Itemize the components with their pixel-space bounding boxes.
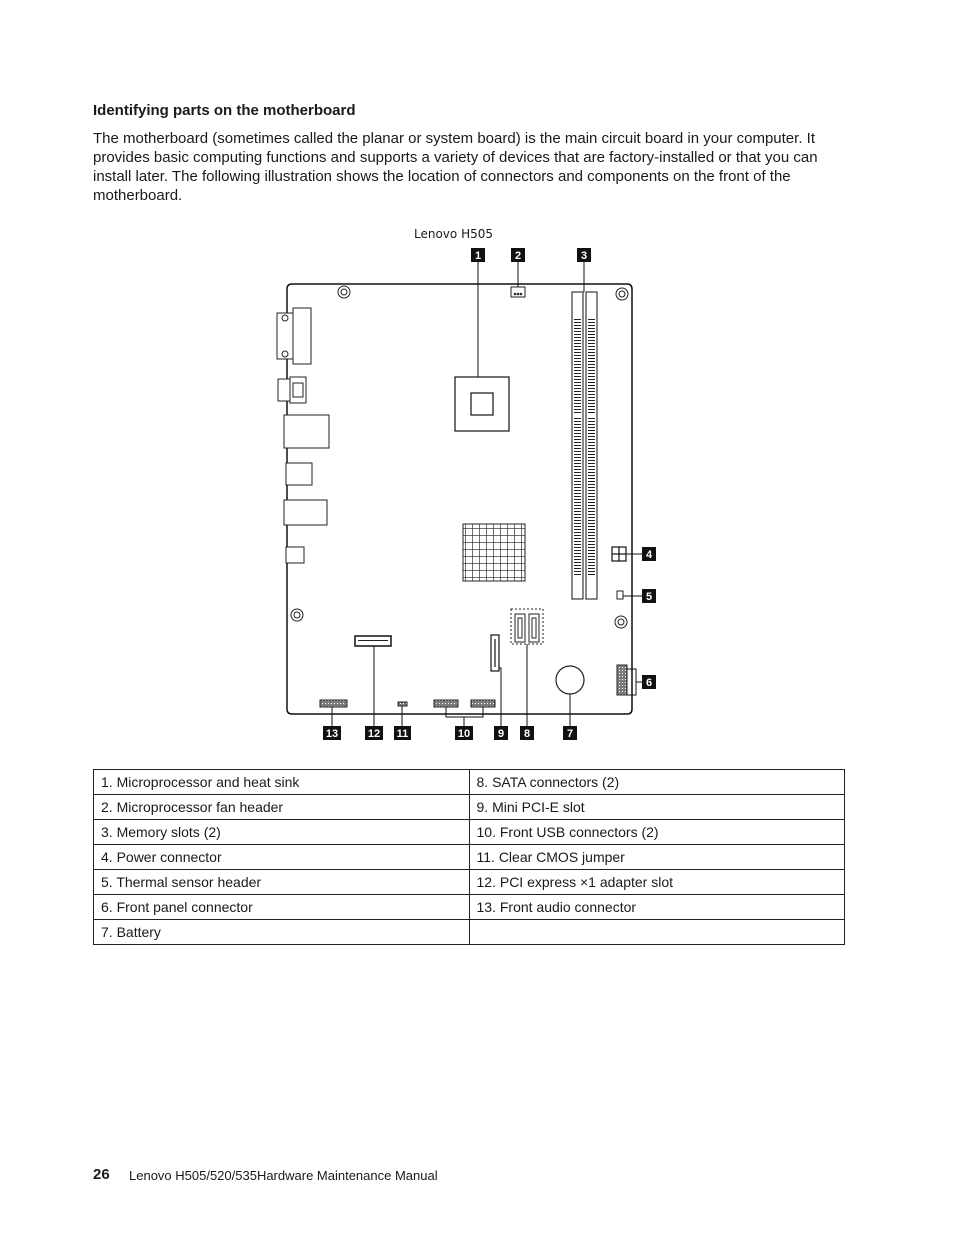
callout-13 bbox=[323, 726, 341, 740]
callout-2 bbox=[511, 248, 525, 262]
callout-3 bbox=[577, 248, 591, 262]
table-row bbox=[94, 770, 845, 795]
svg-text:12: 12 bbox=[367, 728, 381, 740]
front-usb-header-2 bbox=[471, 700, 495, 707]
callout-11 bbox=[394, 726, 411, 740]
figure-title: Lenovo H505 bbox=[414, 227, 493, 241]
table-cell: 13. Front audio connector bbox=[469, 895, 845, 920]
table-cell: 11. Clear CMOS jumper bbox=[469, 845, 845, 870]
table-cell: 4. Power connector bbox=[94, 845, 470, 870]
table-row bbox=[94, 795, 845, 820]
clear-cmos-jumper bbox=[398, 702, 407, 706]
front-audio-header bbox=[320, 700, 347, 707]
callout-7 bbox=[563, 726, 577, 740]
svg-text:11: 11 bbox=[396, 728, 409, 740]
table-cell: 9. Mini PCI-E slot bbox=[469, 795, 845, 820]
table-cell bbox=[469, 920, 845, 945]
svg-text:8: 8 bbox=[523, 728, 531, 740]
table-cell: 3. Memory slots (2) bbox=[94, 820, 470, 845]
table-row bbox=[94, 820, 845, 845]
svg-text:7: 7 bbox=[566, 728, 574, 740]
table-cell: 10. Front USB connectors (2) bbox=[469, 820, 845, 845]
thermal-sensor-header bbox=[617, 591, 623, 599]
table-row bbox=[94, 845, 845, 870]
table-row bbox=[94, 920, 845, 945]
callout-10 bbox=[455, 726, 473, 740]
battery bbox=[556, 666, 584, 694]
front-usb-header-1 bbox=[434, 700, 458, 707]
cpu-fan-header bbox=[511, 287, 525, 297]
page-number: 26 bbox=[93, 1166, 110, 1183]
section-heading: Identifying parts on the motherboard bbox=[93, 102, 356, 119]
table-row bbox=[94, 870, 845, 895]
table-row bbox=[94, 895, 845, 920]
svg-text:4: 4 bbox=[645, 549, 653, 561]
intro-paragraph: The motherboard (sometimes called the planar or system board) is the main circuit board in your computer. It provides basic computing functions and supports a variety of devices that are factory-installed or that you can install later. The following illustration shows the location of connectors and components on the front of the motherboard. bbox=[93, 130, 818, 204]
callout-5 bbox=[642, 589, 656, 603]
svg-text:3: 3 bbox=[580, 250, 588, 262]
callout-8 bbox=[520, 726, 534, 740]
svg-text:1: 1 bbox=[474, 250, 482, 262]
callout-4 bbox=[642, 547, 656, 561]
svg-text:2: 2 bbox=[514, 250, 522, 262]
svg-text:6: 6 bbox=[645, 677, 653, 689]
table-cell: 5. Thermal sensor header bbox=[94, 870, 470, 895]
callout-9 bbox=[494, 726, 508, 740]
svg-text:13: 13 bbox=[325, 728, 339, 740]
callout-1 bbox=[471, 248, 485, 262]
table-cell: 2. Microprocessor fan header bbox=[94, 795, 470, 820]
front-panel-connector bbox=[617, 665, 627, 695]
table-cell: 12. PCI express ×1 adapter slot bbox=[469, 870, 845, 895]
svg-text:9: 9 bbox=[497, 728, 505, 740]
cpu-socket bbox=[455, 377, 509, 431]
svg-text:5: 5 bbox=[645, 591, 653, 603]
table-cell: 1. Microprocessor and heat sink bbox=[94, 770, 470, 795]
chipset-heatsink bbox=[463, 524, 525, 581]
callout-12 bbox=[365, 726, 383, 740]
table-cell: 7. Battery bbox=[94, 920, 470, 945]
power-connector bbox=[612, 547, 626, 561]
footer-title: Lenovo H505/520/535Hardware Maintenance Manual bbox=[129, 1168, 438, 1183]
table-cell: 6. Front panel connector bbox=[94, 895, 470, 920]
pcie-x1-slot bbox=[355, 636, 391, 646]
callout-6 bbox=[642, 675, 656, 689]
parts-legend-table bbox=[93, 769, 845, 945]
table-cell: 8. SATA connectors (2) bbox=[469, 770, 845, 795]
mini-pcie-slot bbox=[491, 635, 499, 671]
svg-text:10: 10 bbox=[457, 728, 471, 740]
